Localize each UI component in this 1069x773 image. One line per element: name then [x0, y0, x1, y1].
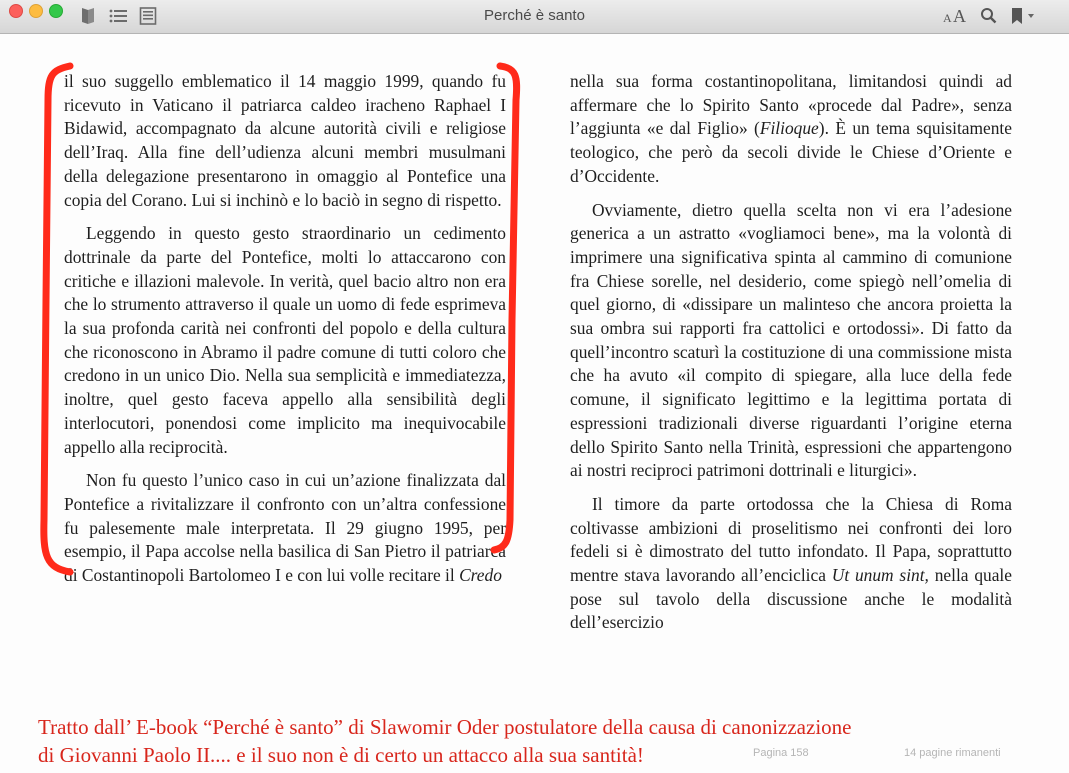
paragraph: Ovviamente, dietro quella scelta non vi era l’adesione generica a un astratto «vogliamoci bene», ma la volontà di imprimere una significativa spinta al cammino di comunione fra Chiese sorelle, nel desiderio, come spiegò nell’omelia di quel giorno, di «dissipare un malinteso che ancora proietta la sua ombra sui rapporti fra cattolici e ortodossi». Di fatto da quell’incontro scaturì la costituzione di una commissione mista che ha avuto «il compito di spiegare, alla luce della fede comune, il significato legittimo e la legittima portata di espressioni tradizionali diverse riguardanti l’origine eterna dello Spirito Santo nella Trinità, espressioni che appartengono ai nostri reciproci patrimoni dottrinali e liturgici».: [570, 199, 1012, 481]
paragraph: [570, 493, 1012, 635]
right-page-column: [570, 70, 1012, 635]
paragraph-text: nella sua forma costantinopolitana, limitandosi quindi ad affermare che lo Spirito Santo «procede dal Padre», senza l’aggiunta «e dal Figlio» (: [570, 71, 1012, 139]
paragraph: [570, 70, 1012, 189]
font-size-icon[interactable]: [943, 6, 971, 26]
italic-word: Credo: [459, 565, 502, 586]
caption-line-1: Tratto dall’ E-book “Perché è santo” di Slawomir Oder postulatore della causa di canonizzazione: [38, 715, 852, 739]
paragraph-text: Non fu questo l’unico caso in cui un’azione finalizzata dal Pontefice a rivitalizzare il confronto con un’altra confessione fu palesemente male interpretata. Il 29 giugno 1995, per esempio, il Papa accolse nella basilica di San Pietro il patriarca di Costantinopoli Bartolomeo I e con lui volle recitare il: [64, 470, 506, 586]
paragraph: [64, 469, 506, 588]
annotation-caption: [38, 713, 1038, 769]
paragraph-text: nella quale pose sul tavolo della discussione anche le modalità dell’esercizio: [570, 565, 1012, 633]
bookmark-icon[interactable]: [1010, 6, 1038, 31]
paragraph: il suo suggello emblematico il 14 maggio 1999, quando fu ricevuto in Vaticano il patriarca caldeo iracheno Raphael I Bidawid, accompagnato da alcune autorità civili e religiose dell’Iraq. Alla fine dell’udienza alcuni membri musulmani della delegazione presentarono in omaggio al Pontefice una copia del Corano. Lui si inchinò e lo baciò in segno di rispetto.: [64, 71, 506, 210]
left-page-column: [64, 70, 506, 588]
paragraph-text: Il timore da parte ortodossa che la Chiesa di Roma coltivasse ambizioni di proselitismo nei confronti dei loro fedeli si è dimostrato del tutto infondato. Il Papa, soprattutto mentre stava lavorando all’enciclica: [570, 493, 1012, 586]
italic-word: Filioque: [759, 118, 819, 139]
page-number: Pagina 158: [753, 747, 809, 759]
caption-line-2: di Giovanni Paolo II.... e il suo non è di certo un attacco alla sua santità!: [38, 743, 644, 767]
paragraph-text: ). È un tema squisitamente teologico, che però da secoli divide le Chiese d’Oriente e d’Occidente.: [570, 118, 1012, 186]
window-title: Perché è santo: [484, 7, 585, 24]
italic-word: Ut unum sint,: [831, 565, 929, 586]
search-icon[interactable]: [980, 6, 998, 31]
font-large-glyph: A: [953, 6, 966, 26]
title-bar[interactable]: [0, 0, 1069, 34]
pages-remaining: 14 pagine rimanenti: [904, 747, 1001, 759]
font-small-glyph: A: [943, 11, 952, 25]
paragraph: Leggendo in questo gesto straordinario un cedimento dottrinale da parte del Pontefice, molti lo attaccarono con critiche e illazioni malevole. In verità, quel bacio altro non era che lo strumento attraverso il quale un uomo di fede esprimeva la sua profonda carità nei confronti del popolo e della cultura che riconoscono in Abramo il padre comune di tutti coloro che credono in un unico Dio. Nella sua semplicità e immediatezza, inoltre, quel gesto faceva appello alla sensibilità degli interlocutori, ponendosi come implicito ma inequivocabile appello alla reciprocità.: [64, 223, 506, 457]
